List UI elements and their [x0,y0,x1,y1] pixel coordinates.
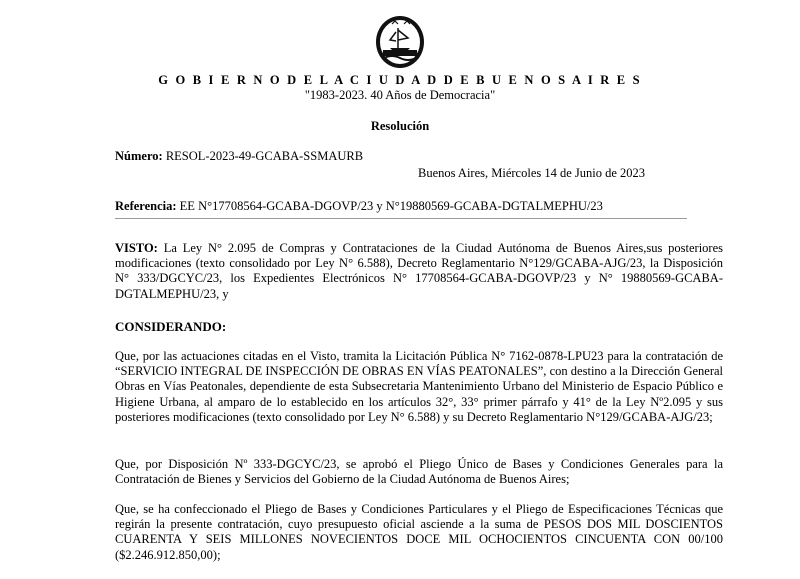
numero-value: RESOL-2023-49-GCABA-SSMAURB [165,149,364,163]
motto: "1983-2023. 40 Años de Democracia" [304,88,496,102]
referencia-value: EE N°17708564-GCABA-DGOVP/23 y N°19880569-GCABA-DGTALMEPHU/23 [179,199,603,213]
visto-paragraph [115,241,723,302]
document-type: Resolución [370,119,430,133]
numero-line [115,149,363,164]
government-name: G O B I E R N O D E L A C I U D A D D E B U E N O S A I R E S [158,73,642,87]
considerando-heading: CONSIDERANDO: [115,319,227,334]
visto-text: La Ley N° 2.095 de Compras y Contrataciones de la Ciudad Autónoma de Buenos Aires,sus posteriores modificaciones (texto consolidado por Ley N° 6.588), Decreto Reglamentario N°129/GCABA-AJG/23, la Disposición N° 333/DGCYC/23, los Expedientes Electrónicos N° 17708564-GCABA-DGOVP/23 y N° 19880569-GCABA-DGTALMEPHU/23, y [115,241,724,301]
divider [115,218,687,219]
visto-label: VISTO: [115,241,158,255]
referencia-line [115,199,603,214]
paragraph: Que, por Disposición Nº 333-DGCYC/23, se aprobó el Pliego Único de Bases y Condiciones Generales para la Contratación de Bienes y Servicios del Gobierno de la Ciudad Autónoma de Buenos Aires; [115,457,723,487]
paragraph: Que, se ha confeccionado el Pliego de Bases y Condiciones Particulares y el Pliego de Especificaciones Técnicas que regirán la presente contratación, cuyo presupuesto oficial asciende a la suma de PESOS DOS MIL DOSCIENTOS CUARENTA Y SEIS MILLONES NOVECIENTOS DOCE MIL OCHOCIENTOS CINCUENTA CON 00/100 ($2.246.912.850,00); [115,502,723,562]
city-seal-icon [374,14,426,70]
document-date: Buenos Aires, Miércoles 14 de Junio de 2023 [418,166,646,180]
paragraph: Que, por las actuaciones citadas en el Visto, tramita la Licitación Pública N° 7162-0878-LPU23 para la contratación de “SERVICIO INTEGRAL DE INSPECCIÓN DE OBRAS EN VÍAS PEATONALES”, con destino a la Dirección General Obras en Vías Peatonales, dependiente de esta Subsecretaria Mantenimiento Urbano del Ministerio de Espacio Público e Higiene Urbana, al amparo de lo establecido en los artículos 32°, 33° primer párrafo y 41° de la Ley Nº2.095 y sus posteriores modificaciones (texto consolidado por Ley N° 6.588) y su Decreto Reglamentario N°129/GCABA-AJG/23; [115,349,723,424]
referencia-label: Referencia: [115,199,177,213]
numero-label: Número: [115,149,163,163]
